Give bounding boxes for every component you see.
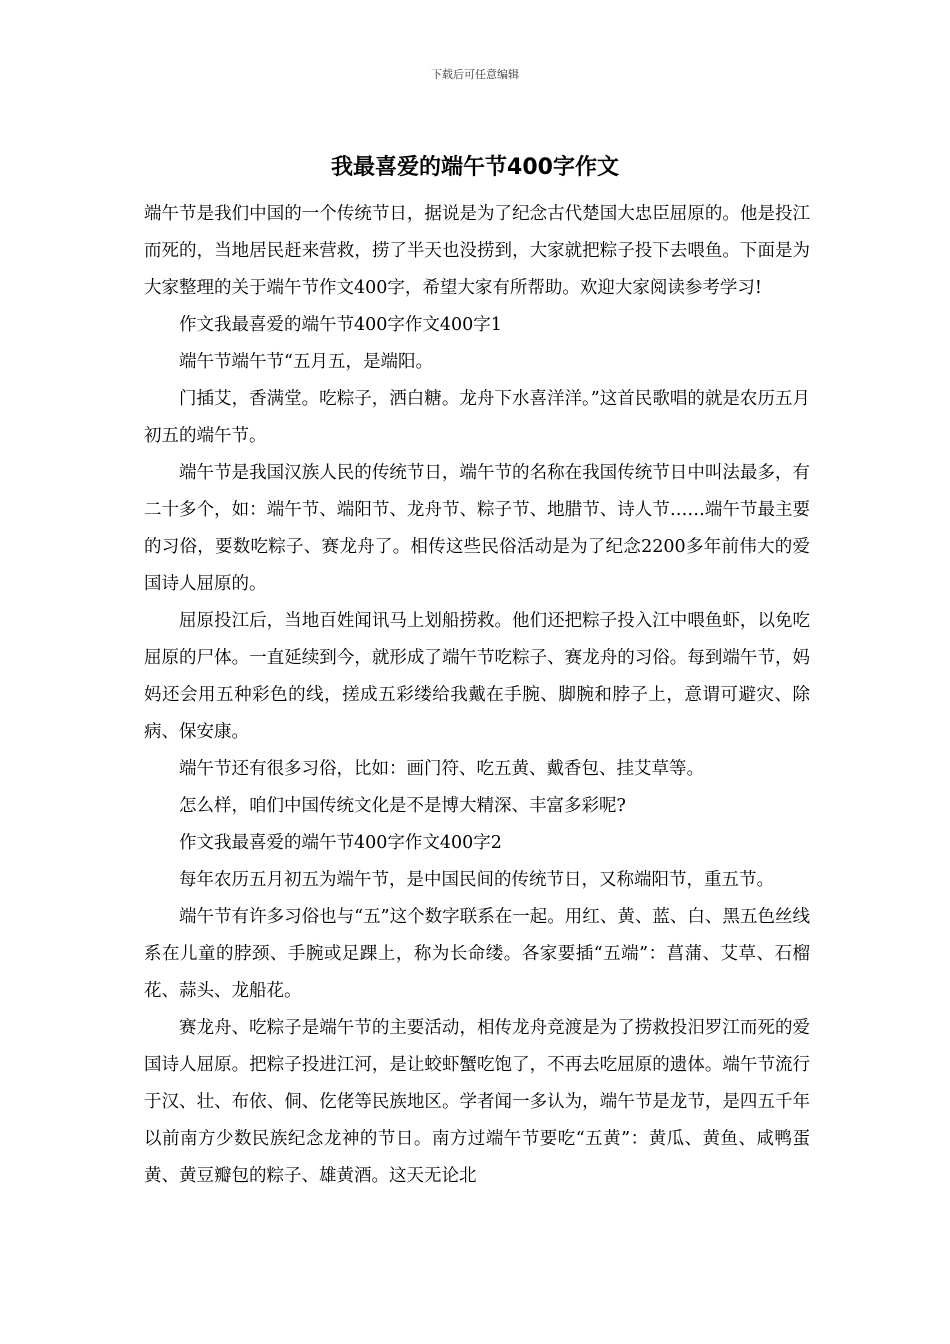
paragraph: 端午节有许多习俗也与“五”这个数字联系在一起。用红、黄、蓝、白、黑五色丝线系在儿童的脖颈、手腕或足踝上，称为长命缕。各家要插“五端”：菖蒲、艾草、石榴花、蒜头、龙船花。 bbox=[144, 907, 810, 1001]
paragraph-subheading-2: 作文我最喜爱的端午节400字作文400字2 bbox=[179, 833, 502, 853]
paragraph: 端午节是我国汉族人民的传统节日，端午节的名称在我国传统节日中叫法最多，有二十多个，如：端午节、端阳节、龙舟节、粽子节、地腊节、诗人节……端午节最主要的习俗，要数吃粽子、赛龙舟了。相传这些民俗活动是为了纪念2200多年前伟大的爱国诗人屈原的。 bbox=[144, 463, 810, 594]
paragraph: 门插艾，香满堂。吃粽子，洒白糖。龙舟下水喜洋洋。”这首民歌唱的就是农历五月初五的端午节。 bbox=[144, 389, 810, 446]
paragraph: 怎么样，咱们中国传统文化是不是博大精深、丰富多彩呢? bbox=[179, 796, 626, 816]
document-title: 我最喜爱的端午节400字作文 bbox=[331, 155, 619, 180]
header-note: 下载后可任意编辑 bbox=[431, 68, 519, 81]
paragraph-intro: 端午节是我们中国的一个传统节日，据说是为了纪念古代楚国大忠臣屈原的。他是投江而死的，当地居民赶来营救，捞了半天也没捞到，大家就把粽子投下去喂鱼。下面是为大家整理的关于端午节作文400字，希望大家有所帮助。欢迎大家阅读参考学习! bbox=[144, 204, 810, 298]
paragraph: 端午节还有很多习俗，比如：画门符、吃五黄、戴香包、挂艾草等。 bbox=[179, 759, 704, 779]
paragraph-subheading-1: 作文我最喜爱的端午节400字作文400字1 bbox=[179, 315, 502, 335]
paragraph: 每年农历五月初五为端午节，是中国民间的传统节日，又称端阳节，重五节。 bbox=[179, 870, 774, 890]
paragraph: 赛龙舟、吃粽子是端午节的主要活动，相传龙舟竞渡是为了捞救投汨罗江而死的爱国诗人屈原。把粽子投进江河，是让蛟虾蟹吃饱了，不再去吃屈原的遗体。端午节流行于汉、壮、布依、侗、仡佬等民族地区。学者闻一多认为，端午节是龙节，是四五千年以前南方少数民族纪念龙神的节日。南方过端午节要吃“五黄”：黄瓜、黄鱼、咸鸭蛋黄、黄豆瓣包的粽子、雄黄酒。这天无论北 bbox=[144, 1018, 810, 1186]
paragraph: 屈原投江后，当地百姓闻讯马上划船捞救。他们还把粽子投入江中喂鱼虾，以免吃屈原的尸体。一直延续到今，就形成了端午节吃粽子、赛龙舟的习俗。每到端午节，妈妈还会用五种彩色的线，搓成五彩缕给我戴在手腕、脚腕和脖子上，意谓可避灾、除病、保安康。 bbox=[144, 611, 810, 742]
document-body bbox=[144, 196, 810, 1195]
paragraph: 端午节端午节“五月五，是端阳。 bbox=[179, 352, 433, 372]
